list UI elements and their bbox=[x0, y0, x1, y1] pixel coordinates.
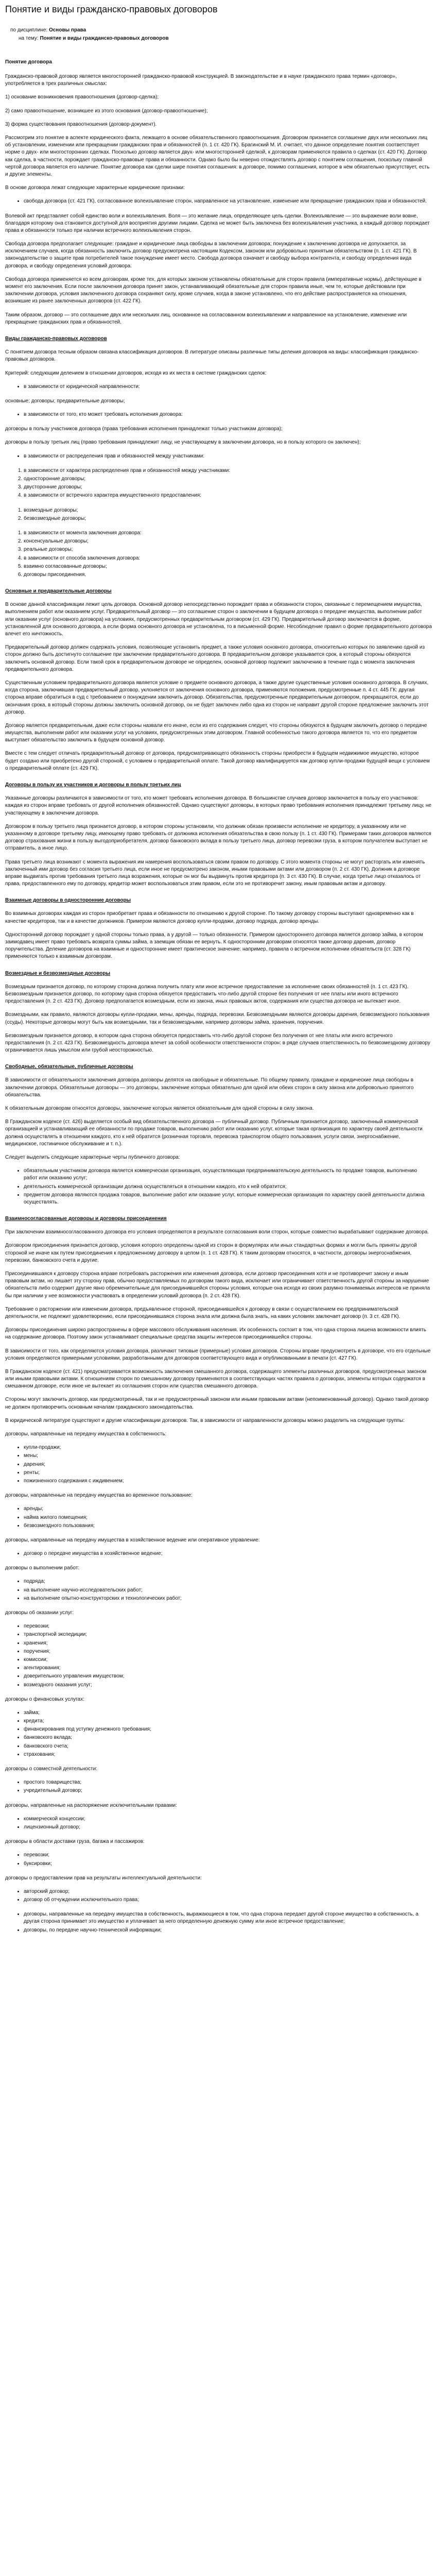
paragraph: Во взаимных договорах каждая из сторон приобретает права и обязанности по отношению к другой стороне. По такому договору стороны выступают одновременно как в качестве кредиторов, так и в качестве должников. Примером являются договор купли-продажи, договор подряда, договор аренды. bbox=[5, 911, 414, 924]
meta-discipline bbox=[10, 27, 432, 34]
list-item: • договор о передаче имущества в хозяйственное ведение; bbox=[24, 1550, 432, 1557]
paid-heading: Возмездные и безвозмездные договоры bbox=[5, 970, 111, 976]
list-item: • деятельность коммерческой организации должна осуществляться в отношении каждого, кто к ней обратится; bbox=[24, 1183, 432, 1191]
paragraph: Рассмотрим это понятие в аспекте юридического факта, лежащего в основе обязательственного правоотношения. Договором признается соглашение двух или нескольких лиц об установлении, изменении или прекращении гражданских прав и обязанностей (п. 1 ст. 420 ГК). Брагинский М. И. считает, что данное определение понятия соответствует норме о двух- или многосторонних сделках. Посколько договор является двух- или многосторонней сделкой, к договорам применяются правила о сделках (ст. 420 ГК). Договор как сделка, в частности, порождает гражданско-правовые права и обязанности. Однако было бы неверно отождествлять договор с понятием соглашения, поскольку главной чертой договора является его наличие. Понятие договора как сделки шире понятия соглашения: в договоре, помимо соглашения, которое в нём обязательно присутствует, есть и другие элементы. bbox=[5, 135, 430, 177]
list-item: • комиссии; bbox=[24, 1656, 432, 1664]
discipline-value: Основы права bbox=[48, 27, 86, 33]
bullet-list bbox=[5, 1852, 432, 1867]
list-item: • займа; bbox=[24, 1709, 432, 1717]
paragraph: Свобода договора предполагает следующие: граждане и юридические лица свободны в заключении договора; понуждение к заключению договора не допускается, за исключением случаев, когда обязанность заключить договор предусмотрена настоящим Кодексом, законом или добровольно принятым обязательством (п. 1 ст. 421 ГК). В законодательстве о защите прав потребителей такое понуждение имеет место. Свобода договора означает и свободу выбора контрагента, и свободу определения вида договора, и свободу определения условий договора. bbox=[5, 241, 417, 269]
bullet-list bbox=[5, 1816, 432, 1831]
list-item: • аренды; bbox=[24, 1505, 432, 1513]
paragraph: Возмездным признается договор, по которому сторона должна получить плату или иное встречное предоставление за исполнение своих обязанностей (п. 1 ст. 423 ГК). Безвозмездным признается договор, по которому одна сторона обязуется предоставить что-либо другой стороне без получения от нее платы или иного встречного предоставления (п. 2 ст. 423 ГК). Договор предполагается возмездным, если из закона, иных правовых актов, содержания или существа договора не вытекает иное. bbox=[5, 984, 409, 1005]
list-item: 2. безвозмездные договоры; bbox=[24, 515, 432, 522]
accession-heading: Взаимносогласованные договоры и договоры присоединения bbox=[5, 1216, 167, 1222]
list-item: • обязательным участником договора является коммерческая организация, осуществляющая предпринимательскую деятельность по продаже товаров, выполнению работ или оказанию услуг; bbox=[24, 1167, 432, 1182]
third-party-heading: Договоры в пользу их участников и договоры в пользу третьих лиц bbox=[5, 782, 181, 788]
list-item: • дарения; bbox=[24, 1461, 432, 1468]
unilateral-heading: Взаимные договоры в односторонние договоры bbox=[5, 897, 131, 904]
bullet-list bbox=[5, 453, 432, 460]
list-item: • поручения; bbox=[24, 1648, 432, 1655]
list-item: • свобода договора (ст. 421 ГК), согласованное волеизъявление сторон, направленное на установление, изменение или прекращение гражданских прав и обязанностей. bbox=[24, 198, 432, 205]
paragraph: Возмездными, как правило, являются договоры купли-продажи, мены, аренды, подряда, перевозки. Безвозмездными являются договоры дарения, безвозмездного пользования (ссуды). Некоторые договоры могут быть как возмездными, так и безвозмездными, например договоры займа, хранения, поручения. bbox=[5, 1012, 430, 1025]
paragraph: основные; договоры; предварительные договоры; bbox=[5, 398, 125, 404]
paragraph: 2) само правоотношение, возникшее из этого основания (договор-правоотношение); bbox=[5, 108, 208, 114]
group-intro: договоры в области доставки груза, багажа и пассажиров: bbox=[5, 1839, 145, 1845]
list-item: • транспортной экспедиции; bbox=[24, 1631, 432, 1638]
list-item: • лицензионный договор; bbox=[24, 1824, 432, 1831]
list-item: • перевозки; bbox=[24, 1852, 432, 1859]
bullet-list bbox=[5, 1167, 432, 1206]
topic-label: на тему: bbox=[19, 35, 39, 41]
list-item: • ренты; bbox=[24, 1469, 432, 1477]
list-item: • в зависимости от юридической направленности: bbox=[24, 383, 432, 391]
public-contract-block bbox=[5, 1077, 432, 1206]
accession-block bbox=[5, 1229, 432, 1425]
paragraph: Требование о расторжении или изменении договора, предъявленное стороной, присоединившейся к договору в связи с осуществлением ею предпринимательской деятельности, не подлежит удовлетворению, если присоединившаяся сторона знала или должна была знать, на каких условиях заключает договор (п. 3 ст. 428 ГК). bbox=[5, 1306, 400, 1319]
paragraph: Односторонний договор порождает у одной стороны только права, а у другой — только обязанности. Примером одностороннего договора является договор займа, в котором заимодавец имеет право требовать возврата суммы займа, а заемщик обязан ее вернуть. К односторонним договорам относятся также договор дарения, договор поручительства. Деление договоров на взаимные и односторонние имеет практическое значение: например, правила о встречном исполнении обязательств (ст. 328 ГК) применяются только к взаимным договорам. bbox=[5, 931, 423, 960]
list-item: • договоры, по передаче научно-технической информации; bbox=[24, 1927, 432, 1934]
list-item: • подряда; bbox=[24, 1578, 432, 1585]
list-item: • на выполнение научно-исследовательских работ; bbox=[24, 1587, 432, 1594]
list-item: 4. в зависимости от способа заключения договора: bbox=[24, 555, 432, 562]
bullet-list bbox=[5, 1779, 432, 1794]
group-intro: договоры о выполнении работ: bbox=[5, 1565, 80, 1571]
paragraph: При заключении взаимносогласованного договора его условия определяются в результате согласования воли сторон, которые совместно вырабатывают содержание договора. bbox=[5, 1229, 429, 1235]
list-item: • в зависимости от того, кто может требовать исполнения договора: bbox=[24, 411, 432, 418]
bullet-list bbox=[5, 1623, 432, 1689]
list-item: • кредита; bbox=[24, 1718, 432, 1725]
paragraph: Стороны могут заключить договор, как предусмотренный, так и не предусмотренный законом или иными правовыми актами (непоименованный договор). Однако такой договор не должен противоречить основным началам гражданского законодательства. bbox=[5, 1397, 429, 1410]
list-item: • предметом договора являются продажа товаров, выполнение работ или оказание услуг, которые коммерческая организация по характеру своей деятельности должна осуществлять. bbox=[24, 1192, 432, 1206]
paragraph: К обязательным договорам относятся договоры, заключение которых является обязательным для одной стороны в силу закона. bbox=[5, 1106, 314, 1112]
contract-groups bbox=[5, 1431, 432, 1934]
paragraph: Свобода договора применяется ко всем договорам, кроме тех, для которых законом установлены обязательные для сторон правила (императивные нормы), действующие в момент его заключения. Если после заключения договора принят закон, устанавливающий обязательные для сторон правила иные, чем те, которые действовали при заключении договора, условия заключенного договора сохраняют силу, кроме случаев, когда в законе установлено, что его действие распространяется на отношения, возникшие из ранее заключенных договоров (ст. 422 ГК). bbox=[5, 276, 422, 304]
list-item: 3. реальные договоры; bbox=[24, 546, 432, 553]
list-item: • на выполнение опытно-конструкторских и технологических работ; bbox=[24, 1595, 432, 1602]
list-item: 5. взаимно согласованные договоры; bbox=[24, 563, 432, 570]
bullet-list bbox=[5, 1505, 432, 1530]
basis-heading: Основные и предварительные договоры bbox=[5, 588, 112, 595]
group-intro: договоры об оказании услуг: bbox=[5, 1610, 74, 1616]
list-item: • хранения; bbox=[24, 1640, 432, 1647]
list-item: 1. в зависимости от характера распределения прав и обязанностей между участниками: bbox=[24, 467, 432, 474]
bullet-list bbox=[5, 1444, 432, 1485]
bullet-list bbox=[5, 1709, 432, 1758]
paragraph: договоры в пользу третьих лиц (право требования принадлежит лицу, не участвующему в заключении договора, но в пользу которого он заключен); bbox=[5, 439, 361, 446]
bullet-list bbox=[5, 1578, 432, 1602]
bullet-list bbox=[5, 383, 432, 391]
paragraph: В зависимости от того, как определяются условия договора, различают типовые (примерные) условия договоров. Стороны вправе предусмотреть в договоре, что его отдельные условия определяются примерными условиями, разработанными для договоров соответствующего вида и опубликованными в печати (ст. 427 ГК). bbox=[5, 1348, 431, 1361]
list-item: • договор об отчуждении исключительного права; bbox=[24, 1896, 432, 1904]
paragraph: В основе данной классификации лежит цель договора. Основной договор непосредственно порождает права и обязанности сторон, связанные с перемещением имущества, выполнением работ или оказанием услуг. Предварительный договор — это соглашение сторон о заключении в будущем договора о передаче имущества, выполнении работ или оказании услуг (основного договора) на условиях, предусмотренных предварительным договором (ст. 429 ГК). Предварительный договор заключается в форме, установленной для основного договора, а если форма основного договора не установлена, то в письменной форме. Несоблюдение правил о форме предварительного договора влечет его ничтожность. bbox=[5, 602, 432, 637]
list-item: 2. консенсуальные договоры; bbox=[24, 538, 432, 545]
list-item: • в зависимости от распределения прав и обязанностей между участниками: bbox=[24, 453, 432, 460]
paragraph: Присоединившаяся к договору сторона вправе потребовать расторжения или изменения договора, если договор присоединения хотя и не противоречит закону и иным правовым актам, но лишает эту сторону прав, обычно предоставляемых по договорам такого вида, исключает или ограничивает ответственность другой стороны за нарушение обязательств либо содержит другие явно обременительные для присоединившейся стороны условия, которые она исходя из своих разумно понимаемых интересов не приняла бы при наличии у нее возможности участвовать в определении условий договора (п. 2 ст. 428 ГК). bbox=[5, 1271, 430, 1299]
paragraph: Безвозмездным признается договор, в котором одна сторона обязуется предоставить что-либо другой стороне без получения от нее платы или иного встречного предоставления (п. 2 ст. 423 ГК). Безвозмездность договора влечет за собой особенности ответственности сторон: в ряде случаев ответственность по безвозмездному договору ограничивается лишь умыслом или грубой неосторожностью. bbox=[5, 1032, 430, 1054]
paragraph: Следует выделить следующие характерные черты публичного договора: bbox=[5, 1154, 180, 1160]
paragraph: Указанные договоры различаются в зависимости от того, кто может требовать исполнения договора. В большинстве случаев договор заключается в пользу его участников: каждая из сторон вправе требовать от другой исполнения обязанностей. Однако существуют договоры, в которых право требования исполнения принадлежит третьему лицу, не участвующему в заключении договора. bbox=[5, 795, 432, 816]
meta-topic bbox=[19, 35, 432, 42]
paragraph: Договоры присоединения широко распространены в сфере массового обслуживания населения. Их особенность состоит в том, что одна сторона лишена возможности влиять на содержание договора. Поэтому закон устанавливает специальные средства защиты интересов присоединившейся стороны. bbox=[5, 1327, 426, 1341]
list-item: • учредительный договор; bbox=[24, 1787, 432, 1794]
types-heading: Виды гражданско-правовых договоров bbox=[5, 335, 107, 342]
paragraph: В Гражданском кодексе (ст. 421) предусматривается возможность заключения смешанного договора, содержащего элементы различных договоров, предусмотренных законом или иными правовыми актами. К отношениям сторон по смешанному договору применяются в соответствующих частях правила о договорах, элементы которых содержатся в смешанном договоре, если иное не вытекает из соглашения сторон или существа смешанного договора. bbox=[5, 1368, 427, 1389]
list-item: • пожизненного содержания с иждивением; bbox=[24, 1478, 432, 1485]
paragraph: Волевой акт представляет собой единство воли и волеизъявления. Воля — это желание лица, определяющее цель сделки. Волеизъявление — это выражение воли вовне, благодаря которому она становится доступной для восприятия другими лицами. Сделка не может быть заключена без волеизъявления участника, а каждый договор порождает права и обязанности только при наличии встречного волеизъявления сторон. bbox=[5, 213, 430, 233]
basis-block bbox=[5, 601, 432, 772]
list-item: • договоры, направленные на передачу имущества в собственность, выражающиеся в том, что одна сторона передает другой стороне имущество в собственность, а другая сторона принимает это имущество и уплачивает за него определенную денежную сумму или иное встречное предоставление; bbox=[24, 1911, 432, 1925]
paragraph: Гражданско-правовой договор является многосторонней гражданско-правовой конструкцией. В законодательстве и в науке гражданского права термин «договор», употребляется в трех различных смыслах: bbox=[5, 74, 397, 87]
bullet-list bbox=[5, 1550, 432, 1557]
list-item: 1. в зависимости от момента заключения договора: bbox=[24, 530, 432, 537]
list-item: • доверительного управления имуществом; bbox=[24, 1673, 432, 1680]
paragraph: 1) основание возникновения правоотношения (договор-сделка); bbox=[5, 94, 159, 100]
paragraph: В Гражданском кодексе (ст. 426) выделяется особый вид обязательственного договора — публичный договор. Публичным признается договор, заключенный коммерческой организацией и устанавливающий ее обязанности по продаже товаров, выполнению работ или оказанию услуг, которые такая организация по характеру своей деятельности должна осуществлять в отношении каждого, кто к ней обратится (розничная торговля, перевозка транспортом общего пользования, услуги связи, энергоснабжение, медицинское, гостиничное обслуживание и т. п.). bbox=[5, 1119, 423, 1147]
topic-value: Понятие и виды гражданско-правовых договоров bbox=[40, 35, 169, 41]
unilateral-block bbox=[5, 910, 432, 960]
list-item: • банковского вклада; bbox=[24, 1734, 432, 1741]
public-contract-heading: Свободные, обязательные, публичные договоры bbox=[5, 1064, 133, 1070]
paragraph: Существенным условием предварительного договора является условие о предмете основного договора, а также другие существенные условия основного договора. В случаях, когда сторона, заключившая предварительный договор, уклоняется от заключения основного договора, применяются положения, предусмотренные п. 4 ст. 445 ГК: другая сторона вправе обратиться в суд с требованием о понуждении заключить договор. Обязательства, предусмотренные предварительным договором, прекращаются, если до окончания срока, в который стороны должны заключить основной договор, он не будет заключен либо одна из сторон не направит другой стороне предложение заключить этот договор. bbox=[5, 680, 429, 715]
paragraph: Критерий: следующим делением в отношении договоров, исходя из их места в системе гражданских сделок: bbox=[5, 370, 267, 376]
list-item: 4. в зависимости от встречного характера имущественного предоставления: bbox=[24, 492, 432, 499]
list-item: • буксировки; bbox=[24, 1860, 432, 1868]
list-item: 2. односторонние договоры; bbox=[24, 476, 432, 483]
list-item: • перевозки; bbox=[24, 1623, 432, 1630]
numbered-list bbox=[5, 507, 432, 522]
group-intro: договоры, направленные на передачу имущества в хозяйственное ведение или оперативное управление: bbox=[5, 1537, 260, 1543]
bullet-list bbox=[5, 1911, 432, 1934]
paragraph: Права третьего лица возникают с момента выражения им намерения воспользоваться своим правом по договору. С этого момента стороны не могут расторгать или изменять заключенный ими договор без согласия третьего лица, если иное не предусмотрено законом, иными правовыми актами или договором (п. 2 ст. 430 ГК). Должник в договоре вправе выдвигать против требования третьего лица возражения, которые он мог бы выдвинуть против кредитора (п. 3 ст. 430 ГК). В случае, когда третье лицо отказалось от права, предоставленного ему по договору, кредитор может воспользоваться этим правом, если это не противоречит закону, иным правовым актам и договору. bbox=[5, 859, 425, 887]
intro-block bbox=[5, 73, 432, 326]
paragraph: 3) форма существования правоотношения (договор-документ). bbox=[5, 121, 157, 127]
list-item: • коммерческой концессии; bbox=[24, 1816, 432, 1823]
paid-block bbox=[5, 984, 432, 1055]
discipline-label: по дисциплине: bbox=[10, 27, 48, 33]
list-item: • мены; bbox=[24, 1452, 432, 1460]
page-title: Понятие и виды гражданско-правовых договоров bbox=[5, 4, 218, 14]
list-item: • найма жилого помещения; bbox=[24, 1514, 432, 1521]
list-item: 6. договоры присоединения. bbox=[24, 571, 432, 579]
paragraph: Договором в пользу третьего лица признается договор, в котором стороны установили, что должник обязан произвести исполнение не кредитору, а указанному или не указанному в договоре третьему лицу, имеющему право требовать от должника исполнения обязательства в свою пользу (п. 1 ст. 430 ГК). Примерами таких договоров являются договор страхования жизни в пользу выгодоприобретателя, договор банковского вклада в пользу третьего лица, договор перевозки груза, в котором получателем выступает не отправитель, а иное лицо. bbox=[5, 823, 431, 852]
third-party-block bbox=[5, 795, 432, 888]
section-title: Понятие договора bbox=[5, 59, 52, 65]
paragraph: В юридической литературе существуют и другие классификации договоров. Так, в зависимости от направленности договоры можно разделить на следующие группы: bbox=[5, 1417, 405, 1423]
list-item: • безвозмездного пользования; bbox=[24, 1522, 432, 1530]
group-intro: договоры, направленные на передачу имущества во временное пользование: bbox=[5, 1493, 193, 1499]
list-item: • купли-продажи; bbox=[24, 1444, 432, 1451]
paragraph: Предварительный договор должен содержать условия, позволяющие установить предмет, а также условия основного договора, относительно которых по заявлению одной из сторон должно быть достигнуто соглашение при заключении предварительного договора. В предварительном договоре указывается срок, в который стороны обязуются заключить основной договор. Если такой срок в предварительном договоре не определен, основной договор подлежит заключению в течение года с момента заключения предварительного договора. bbox=[5, 645, 425, 672]
bullet-list bbox=[5, 198, 432, 205]
bullet-list bbox=[5, 411, 432, 418]
paragraph: Договор является предварительным, даже если стороны назвали его иначе, если из его содержания следует, что стороны обязуются в будущем заключить договор о передаче имущества, выполнении работ или оказании услуг на условиях, предусмотренных этим договором. Главной особенностью такого договора является то, что его предметом выступает обязательство заключить в будущем основной договор. bbox=[5, 722, 427, 743]
list-item: • агентирования; bbox=[24, 1665, 432, 1672]
paragraph: договоры в пользу участников договора (права требования исполнения принадлежат только участникам договора); bbox=[5, 426, 283, 432]
list-item: 3. двусторонние договоры; bbox=[24, 484, 432, 491]
group-intro: договоры о финансовых услугах: bbox=[5, 1696, 84, 1702]
list-item: 1. возмездные договоры; bbox=[24, 507, 432, 514]
group-intro: договоры о предоставлении прав на результаты интеллектуальной деятельности: bbox=[5, 1875, 202, 1881]
list-item: • возмездного оказания услуг; bbox=[24, 1682, 432, 1689]
numbered-list bbox=[5, 530, 432, 579]
list-item: • простого товарищества; bbox=[24, 1779, 432, 1786]
paragraph: В основе договора лежат следующие характерные юридические признаки: bbox=[5, 185, 185, 191]
types-block bbox=[5, 349, 432, 579]
paragraph: Вместе с тем следует отличать предварительный договор от договора, предусматривающего обязанность стороны приобрести в будущем недвижимое имущество, которое будет создано или приобретено другой стороной, с условием о предварительной оплате. Такой договор квалифицируется как договор купли-продажи будущей вещи с условием о предварительной оплате (ст. 429 ГК). bbox=[5, 751, 430, 771]
numbered-list bbox=[5, 467, 432, 500]
group-intro: договоры, направленные на распоряжение исключительными правами: bbox=[5, 1802, 177, 1808]
paragraph: С понятием договора тесным образом связана классификация договоров. В литературе описаны различные типы деления договоров на виды: классификация гражданско-правовых договоров. bbox=[5, 349, 419, 363]
group-intro: договоры, направленные на передачу имущества в собственность: bbox=[5, 1431, 167, 1437]
list-item: • банковского счета; bbox=[24, 1743, 432, 1750]
group-intro: договоры о совместной деятельности: bbox=[5, 1766, 97, 1772]
bullet-list bbox=[5, 1888, 432, 1904]
paragraph: Таким образом, договор — это соглашение двух или нескольких лиц, основанное на согласованном волеизъявлении и направленное на установление, изменение или прекращение гражданских прав и обязанностей. bbox=[5, 312, 407, 325]
list-item: • страхования; bbox=[24, 1751, 432, 1758]
paragraph: Договором присоединения признается договор, условия которого определены одной из сторон в формулярах или иных стандартных формах и могли быть приняты другой стороной не иначе как путем присоединения к предложенному договору в целом (п. 1 ст. 428 ГК). К таким договорам относятся, в частности, договоры энергоснабжения, перевозки, банковского счета и другие. bbox=[5, 1243, 417, 1263]
list-item: • финансирования под уступку денежного требования; bbox=[24, 1726, 432, 1733]
list-item: • авторский договор; bbox=[24, 1888, 432, 1895]
paragraph: В зависимости от обязательности заключения договора договоры делятся на свободные и обязательные. По общему правилу, граждане и юридические лица свободны в заключении договора. Обязательные договоры — это договоры, заключение которых обязательно для одной или обеих сторон в силу закона или добровольно принятого обязательства. bbox=[5, 1077, 414, 1098]
